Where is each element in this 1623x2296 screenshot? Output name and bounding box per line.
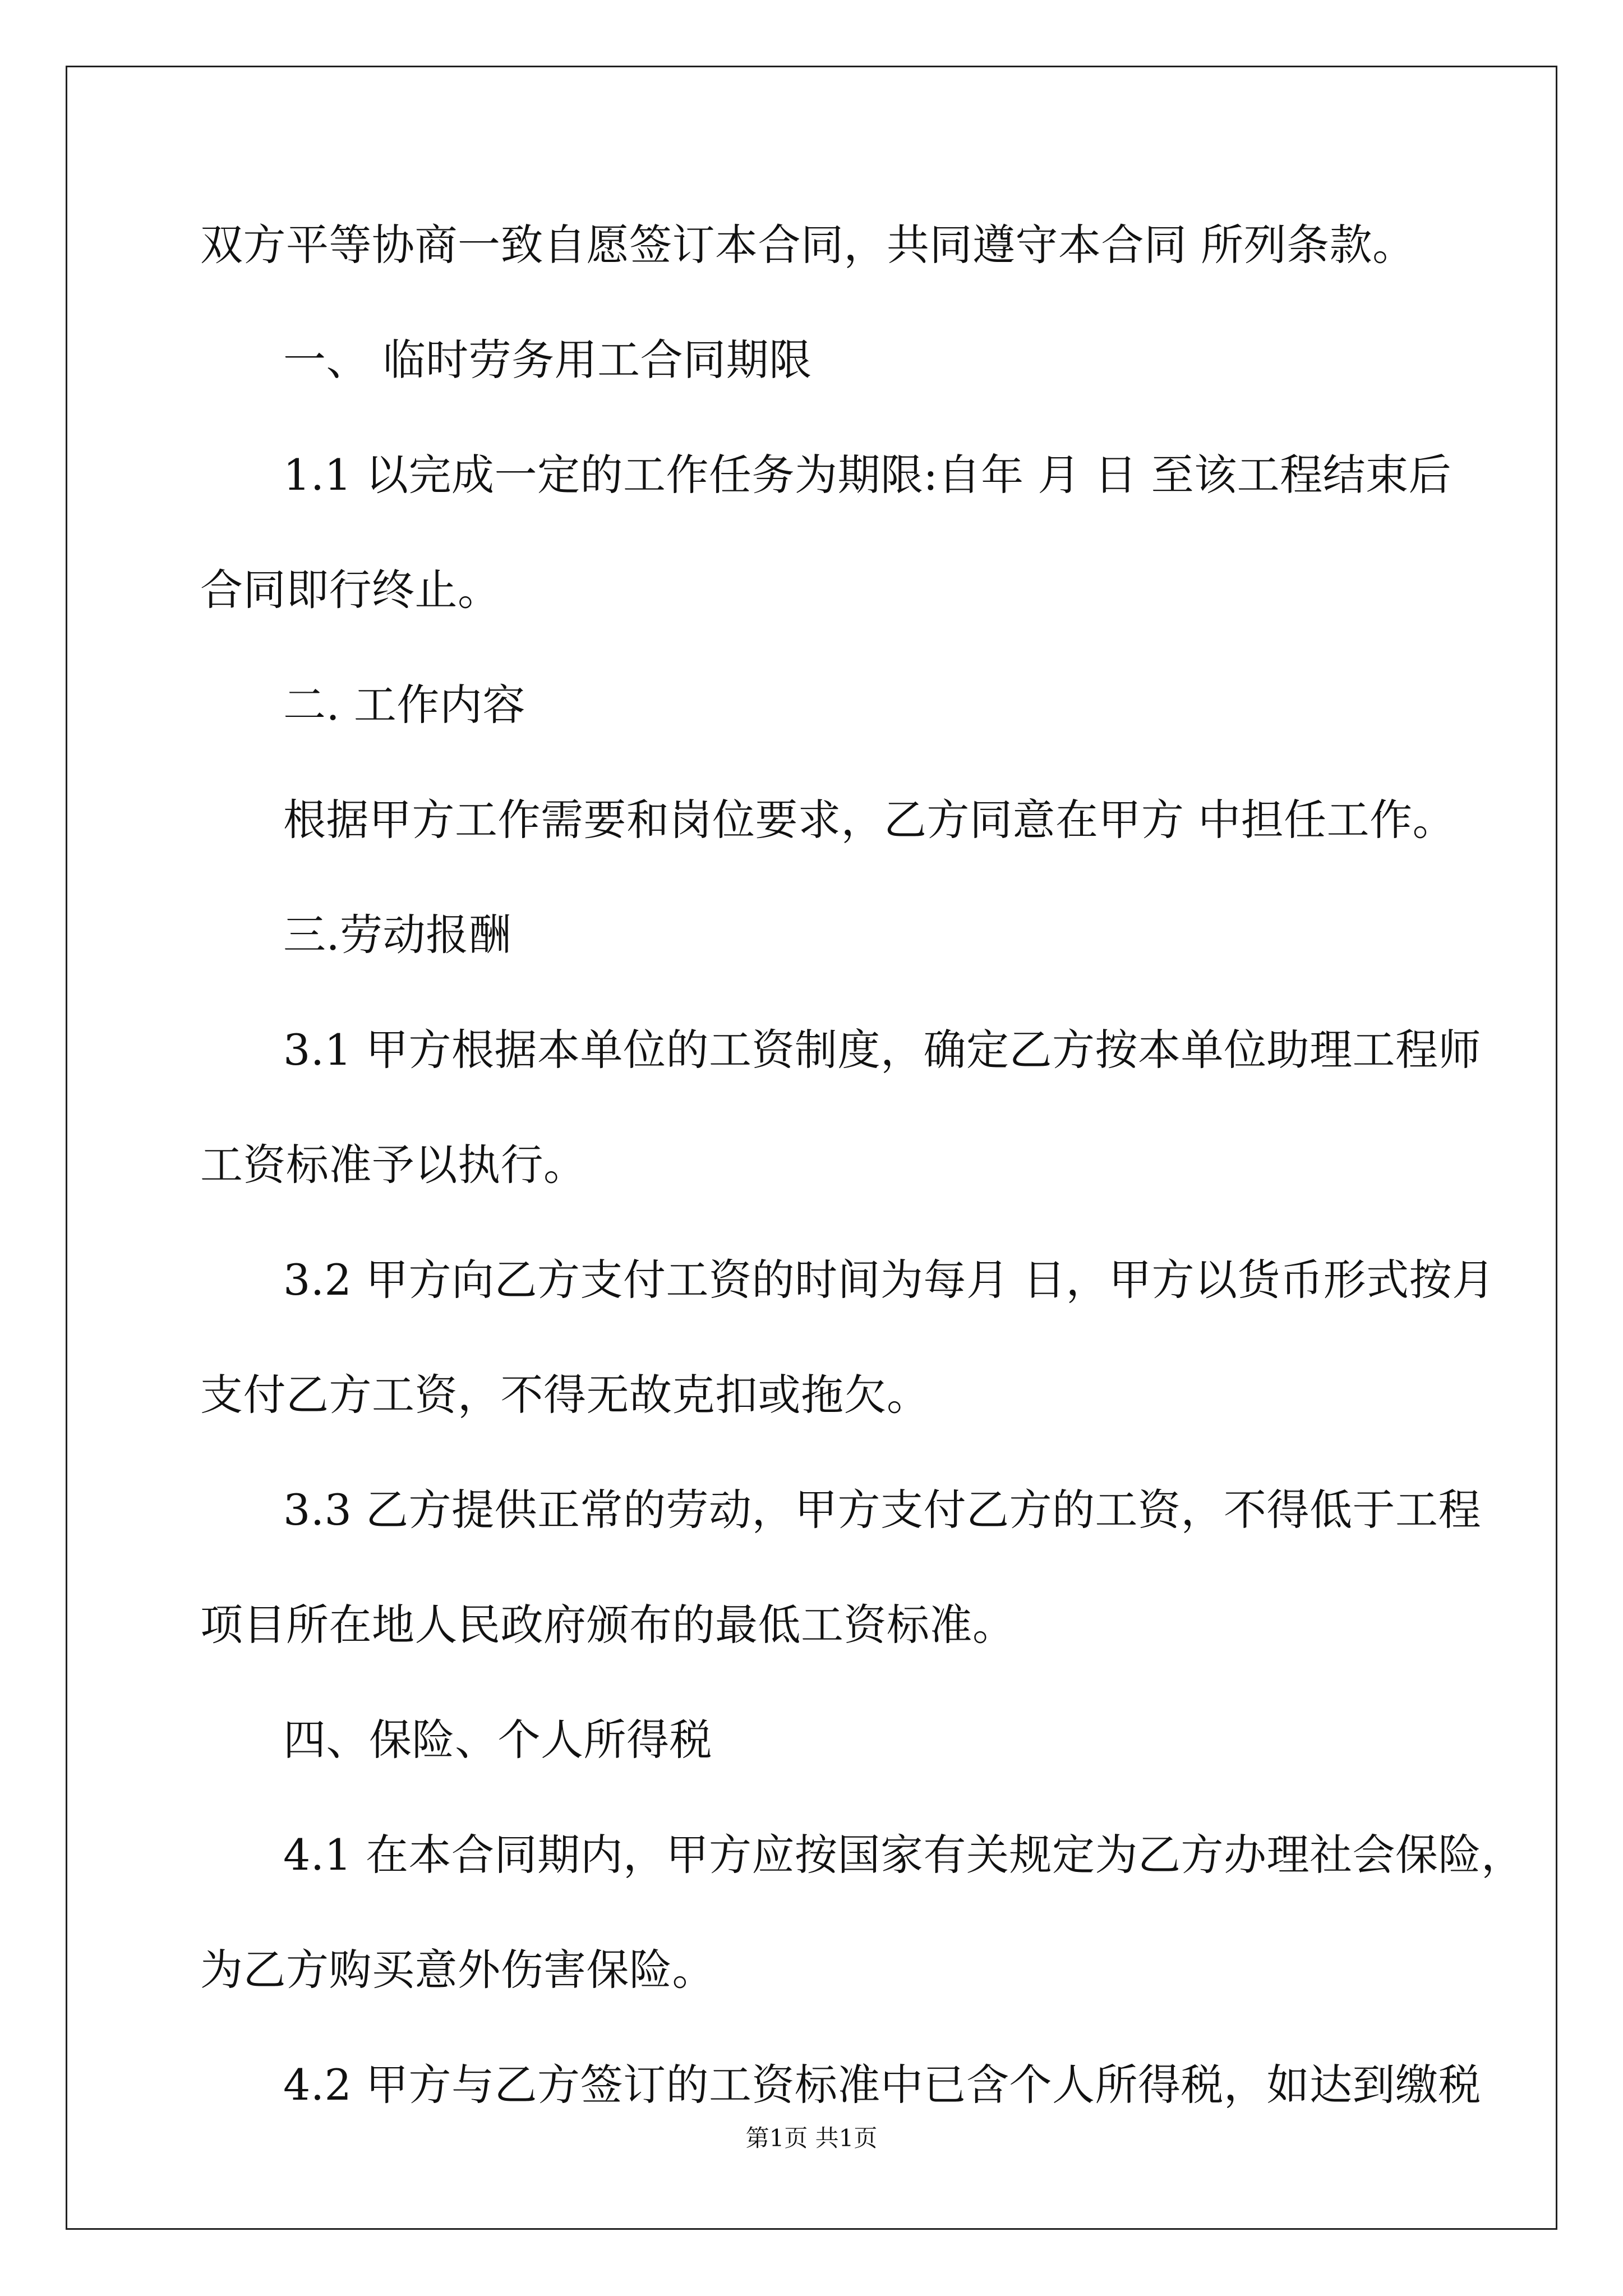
paragraph-line: 4.1 在本合同期内，甲方应按国家有关规定为乙方办理社会保险， — [283, 1830, 1524, 1880]
page-number-footer: 第1页 共1页 — [745, 2124, 878, 2152]
paragraph-line: 1.1 以完成一定的工作任务为期限:自年 月 日 至该工程结束后 — [283, 450, 1452, 500]
paragraph-line: 双方平等协商一致自愿签订本合同，共同遵守本合同 所列条款。 — [200, 220, 1415, 270]
paragraph-line: 项目所在地人民政府颁布的最低工资标准。 — [200, 1600, 1016, 1650]
paragraph-line: 3.2 甲方向乙方支付工资的时间为每月 日，甲方以货币形式按月 — [283, 1255, 1495, 1305]
paragraph-line: 根据甲方工作需要和岗位要求，乙方同意在甲方 中担任工作。 — [283, 795, 1456, 845]
section-heading-4: 四、保险、个人所得税 — [283, 1715, 712, 1765]
section-heading-3: 三.劳动报酬 — [283, 910, 512, 960]
paragraph-line: 3.1 甲方根据本单位的工资制度，确定乙方按本单位助理工程师 — [283, 1025, 1482, 1075]
paragraph-line: 为乙方购买意外伤害保险。 — [200, 1945, 715, 1995]
paragraph-line: 支付乙方工资，不得无故克扣或拖欠。 — [200, 1370, 930, 1420]
paragraph-line: 工资标准予以执行。 — [200, 1140, 587, 1190]
section-heading-1: 一、 临时劳务用工合同期限 — [283, 335, 812, 385]
paragraph-line: 4.2 甲方与乙方签订的工资标准中已含个人所得税，如达到缴税 — [283, 2060, 1482, 2110]
section-heading-2: 二. 工作内容 — [283, 680, 525, 730]
paragraph-line: 3.3 乙方提供正常的劳动，甲方支付乙方的工资，不得低于工程 — [283, 1485, 1482, 1535]
paragraph-line: 合同即行终止。 — [200, 565, 501, 615]
